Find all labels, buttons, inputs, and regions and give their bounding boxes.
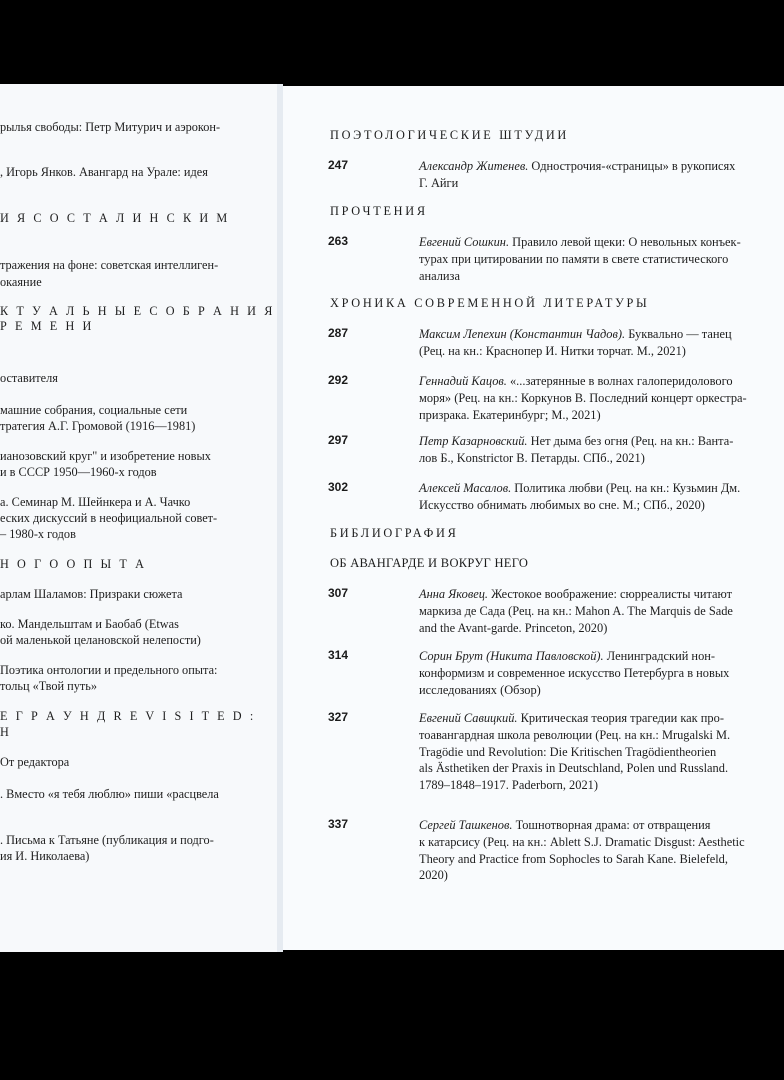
page-number: 287	[328, 326, 349, 340]
left-toc-line: арлам Шаламов: Призраки сюжета	[0, 587, 183, 601]
left-toc-line: . Вместо «я тебя люблю» пиши «расцвела	[0, 787, 219, 801]
entry-title: Однострочия-«страницы» в рукописях	[531, 159, 736, 173]
left-section-heading: К Т У А Л Ь Н Ы Е С О Б Р А Н И Я	[0, 304, 275, 318]
entry-title: Искусство обнимать любимых во сне. М.; СПб., 2020)	[419, 497, 705, 512]
entry-title: Г. Айги	[419, 175, 459, 190]
entry-title: Правило левой щеки: О невольных конъек-	[512, 235, 741, 249]
left-toc-line: ко. Мандельштам и Баобаб (Etwas	[0, 617, 179, 631]
entry-title: исследованиях (Обзор)	[419, 682, 541, 697]
subsection-heading: ОБ АВАНГАРДЕ И ВОКРУГ НЕГО	[330, 556, 529, 570]
page-number: 292	[328, 373, 349, 387]
page-number: 327	[328, 710, 349, 724]
left-section-heading: И Я С О С Т А Л И Н С К И М	[0, 211, 230, 225]
left-toc-line: еских дискуссий в неофициальной совет-	[0, 511, 218, 525]
left-toc-line: тражения на фоне: советская интеллиген-	[0, 258, 219, 272]
entry-title: «...затерянные в волнах галоперидолового	[509, 374, 733, 388]
left-toc-line: Поэтика онтологии и предельного опыта:	[0, 663, 218, 677]
left-toc-line: машние собрания, социальные сети	[0, 403, 188, 417]
entry-title: Политика любви (Рец. на кн.: Кузьмин Дм.	[514, 481, 741, 495]
entry-author: Анна Яковец.	[419, 587, 488, 601]
entry-title: маркиза де Сада (Рец. на кн.: Mahon A. The Marquis de Sade	[419, 603, 733, 618]
left-toc-line: – 1980-х годов	[0, 527, 76, 541]
entry-title: тоавангардная школа революции (Рец. на кн.: Mrugalski M.	[419, 727, 731, 742]
entry-title: лов Б., Konstrictor В. Петарды. СПб., 2021)	[419, 450, 645, 465]
page-number: 337	[328, 817, 349, 831]
left-toc-line: а. Семинар М. Шейнкера и А. Чачко	[0, 495, 191, 509]
entry-title: Тошнотворная драма: от отвращения	[515, 818, 711, 832]
page-number: 263	[328, 234, 349, 248]
entry-author: Евгений Савицкий.	[419, 711, 518, 725]
entry-title: Критическая теория трагедии как про-	[520, 711, 724, 725]
entry-author: Евгений Сошкин.	[419, 235, 510, 249]
entry-title: моря» (Рец. на кн.: Коркунов В. Последний концерт оркестра-	[419, 390, 747, 405]
left-toc-line: и в СССР 1950—1960-х годов	[0, 465, 157, 479]
section-heading: ПОЭТОЛОГИЧЕСКИЕ ШТУДИИ	[330, 128, 570, 142]
left-toc-line: оставителя	[0, 371, 58, 385]
entry-title: (Рец. на кн.: Краснопер И. Нитки торчат. М., 2021)	[419, 343, 686, 358]
entry-title: к катарсису (Рец. на кн.: Ablett S.J. Dramatic Disgust: Aesthetic	[419, 834, 745, 849]
section-heading: БИБЛИОГРАФИЯ	[330, 526, 459, 540]
left-toc-line: тратегия А.Г. Громовой (1916—1981)	[0, 419, 196, 433]
entry-title: Ленинградский нон-	[606, 649, 716, 663]
left-toc-line: ия И. Николаева)	[0, 849, 90, 863]
left-toc-line: окаяние	[0, 275, 42, 289]
entry-title: 2020)	[419, 868, 448, 883]
left-section-heading: Е Г Р А У Н Д R E V I S I T E D :	[0, 709, 256, 723]
entry-title: призрака. Екатеринбург; М., 2021)	[419, 407, 601, 422]
left-toc-line: ианозовский круг" и изобретение новых	[0, 449, 211, 463]
left-section-heading: Р Е М Е Н И	[0, 319, 94, 333]
left-page	[0, 84, 277, 952]
left-toc-line: . Письма к Татьяне (публикация и подго-	[0, 833, 214, 847]
entry-author: Максим Лепехин (Константин Чадов).	[419, 327, 626, 341]
entry-title: 1789–1848–1917. Paderborn, 2021)	[419, 778, 598, 793]
entry-author: Алексей Масалов.	[419, 481, 512, 495]
entry-author: Александр Житенев.	[419, 159, 529, 173]
left-toc-line: ой маленькой целановской нелепости)	[0, 633, 201, 647]
entry-author: Сорин Брут (Никита Павловской).	[419, 649, 604, 663]
entry-author: Петр Казарновский.	[419, 434, 528, 448]
page-number: 247	[328, 158, 349, 172]
page-number: 297	[328, 433, 349, 447]
entry-title: анализа	[419, 268, 460, 283]
entry-title: конформизм и современное искусство Петербурга в новых	[419, 665, 730, 680]
entry-title: Буквально — танец	[628, 327, 732, 341]
section-heading: ХРОНИКА СОВРЕМЕННОЙ ЛИТЕРАТУРЫ	[330, 296, 650, 310]
page-number: 314	[328, 648, 349, 662]
entry-title: Нет дыма без огня (Рец. на кн.: Ванта-	[530, 434, 734, 448]
right-page	[283, 86, 784, 950]
entry-title: Tragödie und Revolution: Die Kritischen Tragödientheorien	[419, 744, 717, 759]
entry-title: als Ästhetiken der Praxis in Deutschland, Polen und Russland.	[419, 761, 729, 776]
entry-title: Жестокое воображение: сюрреалисты читают	[491, 587, 733, 601]
left-toc-line: От редактора	[0, 755, 70, 769]
page-number: 307	[328, 586, 349, 600]
entry-author: Геннадий Кацов.	[419, 374, 507, 388]
left-section-heading: Н	[0, 725, 12, 739]
entry-author: Сергей Ташкенов.	[419, 818, 513, 832]
entry-title: турах при цитировании по памяти в свете статистического	[419, 251, 729, 266]
left-section-heading: Н О Г О О П Ы Т А	[0, 557, 147, 571]
left-toc-line: тольц «Твой путь»	[0, 679, 98, 693]
page-number: 302	[328, 480, 349, 494]
section-heading: ПРОЧТЕНИЯ	[330, 204, 428, 218]
entry-title: and the Avant-garde. Princeton, 2020)	[419, 620, 608, 635]
left-toc-line: рылья свободы: Петр Митурич и аэрокон-	[0, 120, 221, 134]
entry-title: Theory and Practice from Sophocles to Sarah Kane. Bielefeld,	[419, 851, 728, 866]
left-toc-line: , Игорь Янков. Авангард на Урале: идея	[0, 165, 208, 179]
